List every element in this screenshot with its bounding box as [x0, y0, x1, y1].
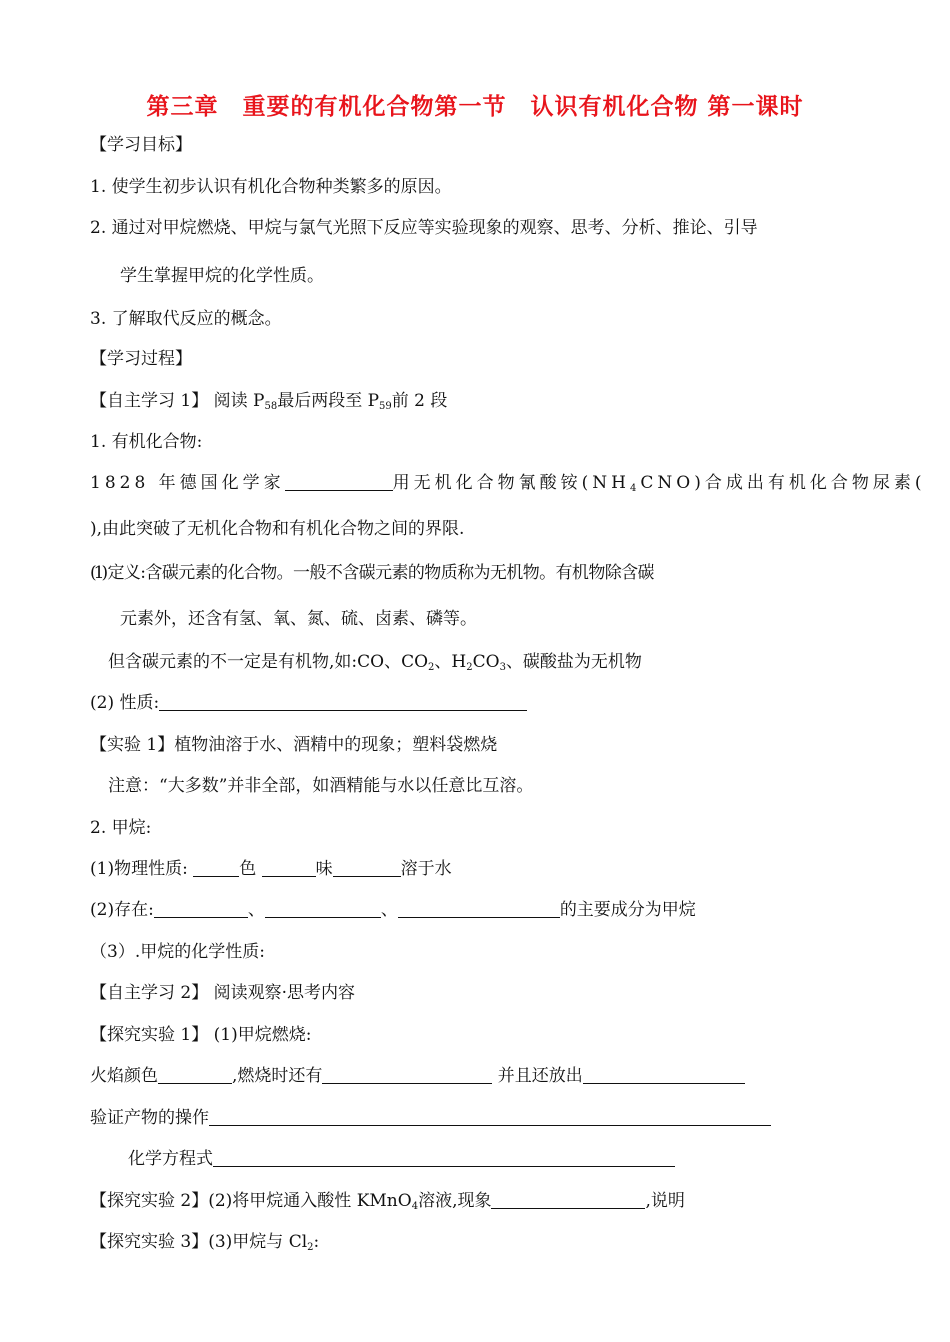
self-study-1-text-b: 最后两段至 P	[277, 391, 380, 411]
self-study-2: 【自主学习 2】 阅读观察·思考内容	[90, 983, 356, 1003]
self-study-1-text-a: 【自主学习 1】 阅读 P	[90, 391, 265, 411]
co3-subscript: 3	[499, 662, 506, 673]
wohler-text-c: CNO)合成出有机化合物尿素(	[640, 473, 926, 493]
objectives-heading: 【学习目标】	[90, 135, 192, 155]
inquiry-3-text-b: :	[313, 1232, 320, 1252]
odor-blank[interactable]	[262, 858, 316, 877]
h2-subscript: 2	[466, 662, 473, 673]
inquiry-2-text-a: 【探究实验 2】(2)将甲烷通入酸性 KMnO	[90, 1191, 412, 1211]
odor-label: 味	[315, 859, 333, 879]
flame-line	[90, 1064, 745, 1088]
wohler-line-2: ),由此突破了无机化合物和有机化合物之间的界限.	[90, 519, 465, 539]
kmno4-subscript: 4	[411, 1201, 419, 1212]
equation-label: 化学方程式	[128, 1149, 213, 1169]
experiment-1: 【实验 1】植物油溶于水、酒精中的现象；塑料袋燃烧	[90, 735, 498, 755]
objective-2-line-1: 2. 通过对甲烷燃烧、甲烷与氯气光照下反应等实验现象的观察、思考、分析、推论、引导	[90, 218, 758, 238]
chemist-blank[interactable]	[285, 472, 393, 491]
flame-also-blank[interactable]	[322, 1065, 492, 1084]
existence-suffix: 的主要成分为甲烷	[559, 900, 696, 920]
separator-1: 、	[247, 900, 265, 920]
inorganic-note	[108, 650, 642, 674]
solubility-blank[interactable]	[333, 858, 401, 877]
property-line	[90, 691, 527, 715]
self-study-1-text-c: 前 2 段	[391, 391, 448, 411]
co2-subscript: 2	[428, 662, 435, 673]
color-blank[interactable]	[193, 858, 239, 877]
wohler-text-a: 1828 年德国化学家	[90, 473, 285, 493]
section-organic-compounds: 1. 有机化合物:	[90, 432, 203, 452]
inorganic-text-c: CO	[472, 652, 500, 672]
equation-line	[128, 1147, 675, 1171]
release-label: 并且还放出	[492, 1066, 583, 1086]
objective-1: 1. 使学生初步认识有机化合物种类繁多的原因。	[90, 177, 452, 197]
definition-line-2: 元素外，还含有氢、氧、氮、硫、卤素、磷等。	[120, 609, 477, 629]
verify-line	[90, 1106, 771, 1130]
process-heading: 【学习过程】	[90, 349, 192, 369]
existence-label: (2)存在:	[90, 900, 154, 920]
flame-color-label: 火焰颜色	[90, 1066, 158, 1086]
wohler-line-1	[90, 471, 925, 495]
inorganic-text-b: 、H	[434, 652, 467, 672]
physical-label: (1)物理性质:	[90, 859, 194, 879]
inquiry-experiment-2	[90, 1189, 685, 1213]
objective-2-line-2: 学生掌握甲烷的化学性质。	[120, 266, 324, 286]
definition-line-1: (1) 定 义 : 含 碳 元 素 的 化 合 物 。 一 般 不 含 碳 元 素 的 物 质 称 为 无 机 物 。 有 机 物 除 含 碳	[90, 563, 652, 583]
objective-3: 3. 了解取代反应的概念。	[90, 309, 282, 329]
page-59-subscript: 59	[379, 401, 392, 412]
release-blank[interactable]	[583, 1065, 745, 1084]
inquiry-2-text-c: ,说明	[645, 1191, 685, 1211]
equation-blank[interactable]	[213, 1148, 675, 1167]
existence-blank-1[interactable]	[154, 899, 248, 918]
solubility-label: 溶于水	[400, 859, 452, 879]
note-line: 注意：“大多数”并非全部，如酒精能与水以任意比互溶。	[108, 776, 534, 796]
inquiry-experiment-1: 【探究实验 1】 (1)甲烷燃烧:	[90, 1025, 312, 1045]
existence-line	[90, 898, 696, 922]
inorganic-text-a: 但含碳元素的不一定是有机物,如:CO、CO	[108, 652, 429, 672]
color-label: 色	[239, 859, 262, 879]
inquiry-2-text-b: 溶液,现象	[418, 1191, 492, 1211]
verify-blank[interactable]	[209, 1107, 771, 1126]
self-study-1	[90, 389, 447, 413]
inorganic-text-d: 、碳酸盐为无机物	[505, 652, 642, 672]
existence-blank-3[interactable]	[398, 899, 560, 918]
flame-also-label: ,燃烧时还有	[232, 1066, 323, 1086]
nh4-subscript: 4	[630, 483, 641, 494]
page-58-subscript: 58	[264, 401, 278, 412]
page-title: 第三章 重要的有机化合物第一节 认识有机化合物 第一课时	[146, 94, 804, 120]
section-methane: 2. 甲烷:	[90, 818, 152, 838]
inquiry-3-text-a: 【探究实验 3】(3)甲烷与 Cl	[90, 1232, 308, 1252]
wohler-text-b: 用无机化合物氰酸铵(NH	[392, 473, 631, 493]
existence-blank-2[interactable]	[265, 899, 381, 918]
property-blank[interactable]	[159, 692, 527, 711]
property-label: (2) 性质:	[90, 693, 160, 713]
physical-properties	[90, 857, 452, 881]
cl2-subscript: 2	[307, 1242, 314, 1253]
phenomenon-blank[interactable]	[491, 1190, 645, 1209]
verify-label: 验证产物的操作	[90, 1108, 209, 1128]
inquiry-experiment-3	[90, 1230, 319, 1254]
separator-2: 、	[380, 900, 398, 920]
chemical-properties: （3）.甲烷的化学性质:	[90, 942, 265, 962]
flame-color-blank[interactable]	[158, 1065, 232, 1084]
